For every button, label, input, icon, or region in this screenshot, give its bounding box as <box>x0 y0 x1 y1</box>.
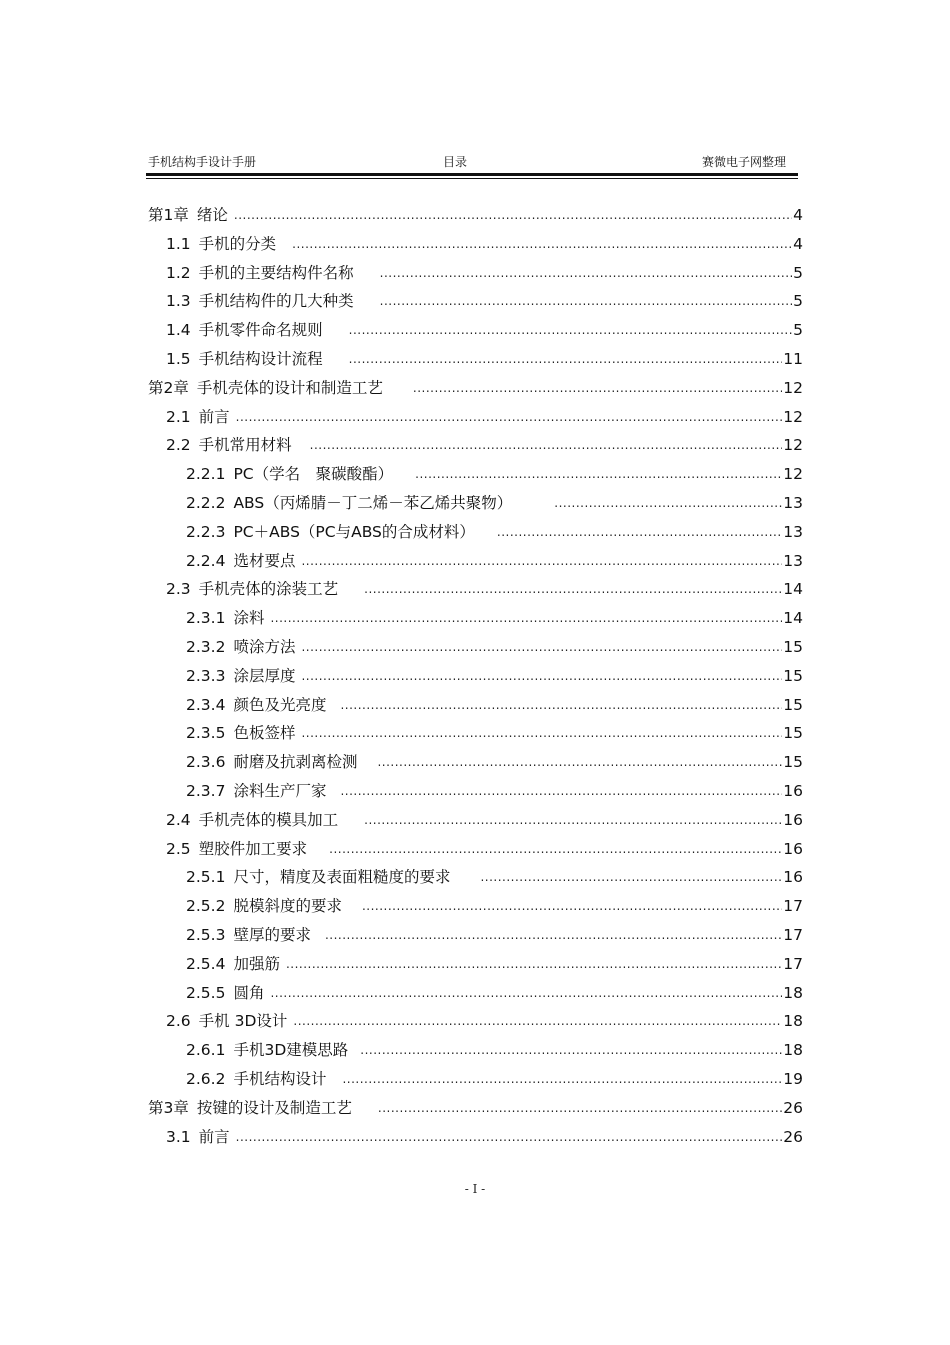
toc-entry-title: 选材要点 <box>233 551 296 570</box>
toc-dot-leader <box>236 410 783 424</box>
toc-entry-number: 2.3.1 <box>186 609 226 628</box>
toc-dot-leader <box>413 381 782 395</box>
toc-entry-number: 2.2 <box>166 436 191 455</box>
toc-dot-leader <box>378 1101 782 1115</box>
toc-entry-page: 14 <box>783 580 803 599</box>
toc-entry[interactable] <box>148 606 803 635</box>
toc-entry-number: 2.5.5 <box>186 983 226 1002</box>
toc-entry-number: 2.6.2 <box>186 1069 226 1088</box>
toc-entry-page: 5 <box>793 292 803 311</box>
toc-entry[interactable] <box>148 635 803 664</box>
header-rule-thick <box>146 173 798 176</box>
toc-entry[interactable] <box>148 549 803 578</box>
toc-entry-page: 17 <box>783 925 803 944</box>
running-header <box>148 150 798 170</box>
toc-dot-leader <box>377 755 782 769</box>
toc-entry-title: 塑胶件加工要求 <box>198 839 308 858</box>
toc-entry[interactable] <box>148 203 803 232</box>
toc-entry-title: 手机壳体的涂装工艺 <box>198 580 339 599</box>
toc-dot-leader <box>497 525 782 539</box>
toc-entry-number: 2.3.4 <box>186 695 226 714</box>
toc-entry-page: 19 <box>783 1069 803 1088</box>
toc-entry[interactable] <box>148 520 803 549</box>
toc-entry-title: 绪论 <box>196 206 228 224</box>
toc-dot-leader <box>380 266 792 280</box>
header-rule-thin <box>146 178 798 179</box>
toc-dot-leader <box>360 1043 782 1057</box>
toc-entry-number: 第3章 <box>148 1098 189 1117</box>
toc-entry-page: 18 <box>783 1012 803 1031</box>
toc-entry-page: 26 <box>783 1098 803 1117</box>
toc-entry-page: 4 <box>793 206 803 224</box>
toc-entry[interactable] <box>148 289 803 318</box>
toc-entry-page: 26 <box>783 1127 803 1146</box>
header-book-title: 手机结构手设计手册 <box>148 155 257 169</box>
toc-entry-number: 2.3.3 <box>186 666 226 685</box>
toc-entry[interactable] <box>148 923 803 952</box>
toc-entry[interactable] <box>148 577 803 606</box>
toc-entry-title: 手机结构设计流程 <box>198 349 323 368</box>
toc-entry[interactable] <box>148 405 803 434</box>
toc-entry[interactable] <box>148 1009 803 1038</box>
toc-entry-number: 2.6.1 <box>186 1041 226 1060</box>
toc-entry[interactable] <box>148 837 803 866</box>
toc-entry-page: 13 <box>783 522 803 541</box>
toc-dot-leader <box>554 496 782 510</box>
toc-entry-page: 11 <box>783 349 803 368</box>
toc-dot-leader <box>364 813 782 827</box>
toc-entry[interactable] <box>148 261 803 290</box>
toc-entry[interactable] <box>148 952 803 981</box>
toc-entry-title: 喷涂方法 <box>233 637 296 656</box>
toc-entry-page: 5 <box>793 263 803 282</box>
toc-entry-title: 手机结构设计 <box>233 1069 327 1088</box>
toc-dot-leader <box>236 1130 783 1144</box>
toc-entry-title: 尺寸，精度及表面粗糙度的要求 <box>233 868 451 887</box>
toc-entry-title: 手机壳体的模具加工 <box>198 810 339 829</box>
toc-entry[interactable] <box>148 865 803 894</box>
toc-entry[interactable] <box>148 462 803 491</box>
toc-entry-page: 16 <box>783 868 803 887</box>
toc-entry-page: 18 <box>783 1041 803 1060</box>
toc-entry-number: 第2章 <box>148 378 189 397</box>
toc-entry-page: 18 <box>783 983 803 1002</box>
toc-entry-number: 2.2.3 <box>186 522 226 541</box>
toc-entry-page: 16 <box>783 810 803 829</box>
toc-dot-leader <box>301 669 782 683</box>
toc-entry-title: 手机的分类 <box>198 234 277 253</box>
toc-entry[interactable] <box>148 808 803 837</box>
toc-dot-leader <box>270 986 782 1000</box>
header-section-title: 目录 <box>443 155 468 169</box>
toc-dot-leader <box>362 899 782 913</box>
toc-entry-title: 脱模斜度的要求 <box>233 897 342 916</box>
toc-dot-leader <box>325 928 782 942</box>
toc-entry-title: 手机 3D设计 <box>198 1012 288 1031</box>
toc-entry-title: ABS（丙烯腈－丁二烯－苯乙烯共聚物） <box>233 493 513 512</box>
toc-dot-leader <box>415 467 782 481</box>
toc-entry-number: 2.2.4 <box>186 551 226 570</box>
toc-entry[interactable] <box>148 693 803 722</box>
toc-entry-page: 4 <box>793 234 803 253</box>
toc-entry-number: 2.2.1 <box>186 465 226 484</box>
toc-entry-number: 2.5 <box>166 839 191 858</box>
toc-entry-number: 1.2 <box>166 263 191 282</box>
toc-dot-leader <box>301 640 782 654</box>
toc-entry-page: 12 <box>783 465 803 484</box>
toc-entry-title: 圆角 <box>233 983 265 1002</box>
toc-entry-page: 13 <box>783 493 803 512</box>
toc-entry-number: 1.5 <box>166 349 191 368</box>
toc-entry[interactable] <box>148 318 803 347</box>
toc-entry-number: 2.2.2 <box>186 493 226 512</box>
toc-entry-title: 手机3D建模思路 <box>233 1041 349 1060</box>
toc-entry-page: 15 <box>783 695 803 714</box>
toc-entry-title: PC（学名 聚碳酸酯） <box>233 465 394 484</box>
toc-entry-number: 2.3.6 <box>186 753 226 772</box>
toc-entry-number: 2.5.4 <box>186 954 226 973</box>
toc-entry-title: 色板签样 <box>233 724 296 743</box>
toc-entry-page: 16 <box>783 781 803 800</box>
toc-entry-page: 15 <box>783 666 803 685</box>
toc-entry-page: 16 <box>783 839 803 858</box>
toc-dot-leader <box>349 323 792 337</box>
toc-dot-leader <box>480 870 782 884</box>
toc-entry-number: 2.3.5 <box>186 724 226 743</box>
toc-entry-number: 2.6 <box>166 1012 191 1031</box>
toc-entry[interactable] <box>148 750 803 779</box>
toc-entry-title: 涂层厚度 <box>233 666 296 685</box>
toc-entry-page: 17 <box>783 954 803 973</box>
table-of-contents <box>148 203 803 1153</box>
toc-entry-page: 13 <box>783 551 803 570</box>
toc-entry-page: 15 <box>783 637 803 656</box>
toc-dot-leader <box>270 611 782 625</box>
toc-dot-leader <box>349 352 783 366</box>
toc-entry-page: 12 <box>783 378 803 397</box>
toc-entry-number: 1.1 <box>166 234 191 253</box>
toc-entry-title: 颜色及光亮度 <box>233 695 327 714</box>
toc-entry-number: 2.5.1 <box>186 868 226 887</box>
toc-entry-number: 2.5.2 <box>186 897 226 916</box>
toc-dot-leader <box>234 208 792 222</box>
toc-entry-title: 按键的设计及制造工艺 <box>196 1098 352 1117</box>
toc-entry[interactable] <box>148 491 803 520</box>
toc-entry-page: 14 <box>783 609 803 628</box>
toc-entry-title: 手机零件命名规则 <box>198 321 323 340</box>
toc-entry-number: 3.1 <box>166 1127 191 1146</box>
toc-entry-number: 1.3 <box>166 292 191 311</box>
toc-entry-number: 2.3.7 <box>186 781 226 800</box>
toc-entry[interactable] <box>148 1096 803 1125</box>
toc-entry-title: 涂料生产厂家 <box>233 781 327 800</box>
toc-entry-number: 第1章 <box>148 206 189 224</box>
toc-entry-title: 耐磨及抗剥离检测 <box>233 753 358 772</box>
toc-entry[interactable] <box>148 721 803 750</box>
toc-entry-number: 2.5.3 <box>186 925 226 944</box>
toc-entry-title: 手机结构件的几大种类 <box>198 292 354 311</box>
toc-entry-number: 2.1 <box>166 407 191 426</box>
toc-dot-leader <box>301 554 782 568</box>
toc-dot-leader <box>364 582 782 596</box>
toc-dot-leader <box>340 698 782 712</box>
toc-entry-title: 前言 <box>198 407 230 426</box>
toc-entry[interactable] <box>148 433 803 462</box>
toc-entry-title: PC＋ABS（PC与ABS的合成材料） <box>233 522 475 541</box>
toc-dot-leader <box>340 784 782 798</box>
toc-entry-page: 15 <box>783 753 803 772</box>
toc-entry-number: 2.3 <box>166 580 191 599</box>
toc-entry-number: 2.3.2 <box>186 637 226 656</box>
toc-entry-number: 1.4 <box>166 321 191 340</box>
toc-entry[interactable] <box>148 1038 803 1067</box>
toc-entry-page: 5 <box>793 321 803 340</box>
toc-entry-title: 手机的主要结构件名称 <box>198 263 354 282</box>
toc-dot-leader <box>329 842 782 856</box>
toc-entry-number: 2.4 <box>166 810 191 829</box>
toc-entry[interactable] <box>148 1067 803 1096</box>
toc-entry[interactable] <box>148 664 803 693</box>
toc-dot-leader <box>286 957 782 971</box>
toc-entry-page: 15 <box>783 724 803 743</box>
toc-entry-title: 手机壳体的设计和制造工艺 <box>196 378 383 397</box>
toc-entry[interactable] <box>148 894 803 923</box>
toc-entry-page: 17 <box>783 897 803 916</box>
toc-entry[interactable] <box>148 981 803 1010</box>
toc-dot-leader <box>380 294 792 308</box>
toc-entry-title: 手机常用材料 <box>198 436 292 455</box>
toc-entry[interactable] <box>148 1125 803 1154</box>
header-source: 赛微电子网整理 <box>701 155 786 169</box>
toc-entry-page: 12 <box>783 436 803 455</box>
page-number: - I - <box>464 1182 486 1196</box>
toc-dot-leader <box>310 438 783 452</box>
toc-entry-title: 壁厚的要求 <box>233 925 311 944</box>
toc-entry[interactable] <box>148 376 803 405</box>
toc-dot-leader <box>293 1014 782 1028</box>
toc-entry[interactable] <box>148 232 803 261</box>
toc-entry[interactable] <box>148 779 803 808</box>
toc-entry-title: 加强筋 <box>233 954 280 973</box>
toc-entry-title: 前言 <box>198 1127 230 1146</box>
toc-dot-leader <box>301 726 782 740</box>
toc-dot-leader <box>342 1072 782 1086</box>
toc-entry-title: 涂料 <box>233 609 265 628</box>
toc-entry[interactable] <box>148 347 803 376</box>
toc-entry-page: 12 <box>783 407 803 426</box>
toc-dot-leader <box>292 237 792 251</box>
